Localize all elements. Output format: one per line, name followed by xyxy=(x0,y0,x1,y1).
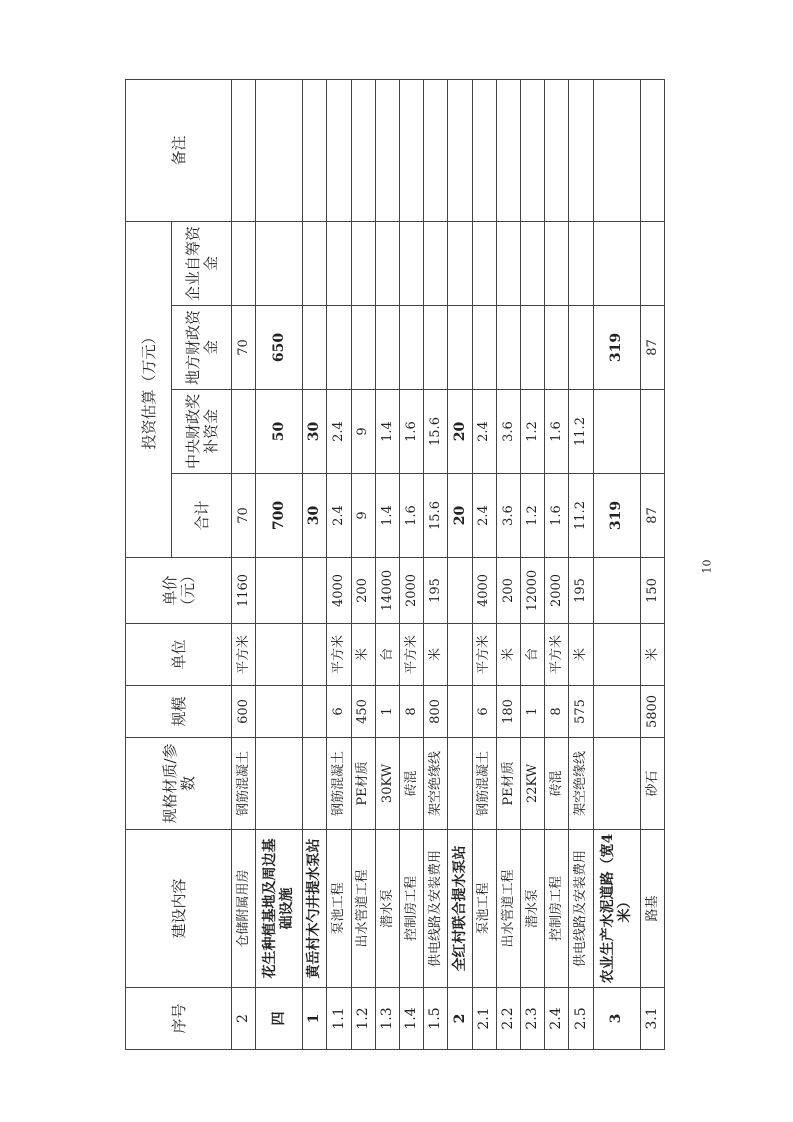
cell-content: 供电线路及安装费用 xyxy=(569,830,593,988)
cell-central xyxy=(593,390,640,474)
cell-scale: 800 xyxy=(424,686,448,738)
cell-unit: 平方米 xyxy=(232,624,256,686)
cell-local xyxy=(496,306,520,390)
cell-unit: 平方米 xyxy=(545,624,569,686)
cell-total: 9 xyxy=(351,474,375,558)
cell-content: 仓储附属用房 xyxy=(232,830,256,988)
cell-price: 150 xyxy=(640,558,664,624)
cell-local xyxy=(400,306,424,390)
table-row xyxy=(640,79,664,1049)
cell-content: 供电线路及安装费用 xyxy=(424,830,448,988)
cell-enterprise xyxy=(472,221,496,305)
cell-central: 30 xyxy=(303,390,327,474)
cell-scale: 600 xyxy=(232,686,256,738)
cell-total: 11.2 xyxy=(569,474,593,558)
cell-remark xyxy=(569,79,593,221)
table-row xyxy=(424,79,448,1049)
cell-seq: 2 xyxy=(232,988,256,1050)
cell-price xyxy=(256,558,303,624)
table-row xyxy=(303,79,327,1049)
cell-content: 泵池工程 xyxy=(327,830,351,988)
cell-total: 2.4 xyxy=(327,474,351,558)
cell-price xyxy=(303,558,327,624)
investment-estimate-table xyxy=(125,79,665,1050)
cell-spec: 22KW xyxy=(521,738,545,830)
cell-spec: PE材质 xyxy=(496,738,520,830)
cell-scale: 575 xyxy=(569,686,593,738)
cell-central: 11.2 xyxy=(569,390,593,474)
table-body xyxy=(232,79,665,1049)
cell-spec: 30KW xyxy=(375,738,399,830)
cell-unit: 平方米 xyxy=(472,624,496,686)
cell-price: 4000 xyxy=(327,558,351,624)
cell-spec xyxy=(303,738,327,830)
cell-unit: 米 xyxy=(424,624,448,686)
cell-enterprise xyxy=(327,221,351,305)
cell-enterprise xyxy=(448,221,472,305)
cell-remark xyxy=(448,79,472,221)
cell-seq: 1.5 xyxy=(424,988,448,1050)
cell-central: 3.6 xyxy=(496,390,520,474)
table-row xyxy=(400,79,424,1049)
table-row xyxy=(375,79,399,1049)
cell-enterprise xyxy=(593,221,640,305)
cell-enterprise xyxy=(496,221,520,305)
cell-total: 20 xyxy=(448,474,472,558)
table-row xyxy=(593,79,640,1049)
cell-spec: 架空绝缘线 xyxy=(424,738,448,830)
cell-unit: 平方米 xyxy=(400,624,424,686)
table-row xyxy=(232,79,256,1049)
cell-scale xyxy=(448,686,472,738)
cell-central: 20 xyxy=(448,390,472,474)
cell-content: 花生种植基地及周边基础设施 xyxy=(256,830,303,988)
cell-remark xyxy=(472,79,496,221)
cell-enterprise xyxy=(424,221,448,305)
cell-remark xyxy=(351,79,375,221)
cell-spec: PE材质 xyxy=(351,738,375,830)
cell-enterprise xyxy=(256,221,303,305)
cell-spec xyxy=(256,738,303,830)
cell-central: 1.6 xyxy=(400,390,424,474)
cell-price: 1160 xyxy=(232,558,256,624)
cell-content: 控制房工程 xyxy=(400,830,424,988)
cell-unit xyxy=(448,624,472,686)
cell-seq: 2 xyxy=(448,988,472,1050)
cell-spec: 钢筋混凝土 xyxy=(472,738,496,830)
cell-local: 87 xyxy=(640,306,664,390)
cell-remark xyxy=(593,79,640,221)
cell-scale xyxy=(256,686,303,738)
cell-content: 黄岳村木勺井提水泵站 xyxy=(303,830,327,988)
cell-local: 650 xyxy=(256,306,303,390)
cell-central: 2.4 xyxy=(327,390,351,474)
cell-content: 出水管道工程 xyxy=(351,830,375,988)
cell-local xyxy=(375,306,399,390)
cell-remark xyxy=(400,79,424,221)
cell-scale: 8 xyxy=(400,686,424,738)
cell-local: 319 xyxy=(593,306,640,390)
cell-local xyxy=(569,306,593,390)
cell-spec xyxy=(448,738,472,830)
cell-remark xyxy=(256,79,303,221)
cell-content: 潜水泵 xyxy=(375,830,399,988)
header-price: 单价（元） xyxy=(126,558,232,624)
cell-central: 1.2 xyxy=(521,390,545,474)
cell-central: 2.4 xyxy=(472,390,496,474)
cell-unit xyxy=(593,624,640,686)
cell-unit: 平方米 xyxy=(327,624,351,686)
cell-local xyxy=(545,306,569,390)
cell-enterprise xyxy=(521,221,545,305)
cell-total: 1.6 xyxy=(545,474,569,558)
cell-total: 1.4 xyxy=(375,474,399,558)
cell-price: 12000 xyxy=(521,558,545,624)
table-row xyxy=(351,79,375,1049)
header-content: 建设内容 xyxy=(126,830,232,988)
table-row xyxy=(569,79,593,1049)
cell-remark xyxy=(303,79,327,221)
cell-unit xyxy=(303,624,327,686)
cell-total: 87 xyxy=(640,474,664,558)
cell-price xyxy=(448,558,472,624)
cell-spec: 砖混 xyxy=(400,738,424,830)
cell-enterprise xyxy=(400,221,424,305)
cell-scale xyxy=(593,686,640,738)
cell-scale: 180 xyxy=(496,686,520,738)
cell-spec xyxy=(593,738,640,830)
header-seq: 序号 xyxy=(126,988,232,1050)
header-budget: 投资估算（万元） xyxy=(126,221,172,557)
cell-enterprise xyxy=(545,221,569,305)
cell-central: 15.6 xyxy=(424,390,448,474)
cell-enterprise xyxy=(375,221,399,305)
cell-scale: 1 xyxy=(521,686,545,738)
cell-remark xyxy=(327,79,351,221)
cell-local xyxy=(521,306,545,390)
cell-unit: 台 xyxy=(375,624,399,686)
cell-price: 200 xyxy=(351,558,375,624)
cell-price: 2000 xyxy=(545,558,569,624)
cell-price: 4000 xyxy=(472,558,496,624)
table-row xyxy=(256,79,303,1049)
cell-unit: 米 xyxy=(351,624,375,686)
cell-content: 路基 xyxy=(640,830,664,988)
cell-central xyxy=(640,390,664,474)
cell-total: 2.4 xyxy=(472,474,496,558)
cell-scale: 450 xyxy=(351,686,375,738)
cell-content: 出水管道工程 xyxy=(496,830,520,988)
cell-unit: 台 xyxy=(521,624,545,686)
header-spec: 规格材质/参数 xyxy=(126,738,232,830)
cell-content: 全红村联合提水泵站 xyxy=(448,830,472,988)
cell-total: 700 xyxy=(256,474,303,558)
cell-remark xyxy=(521,79,545,221)
cell-seq: 3 xyxy=(593,988,640,1050)
cell-seq: 1.3 xyxy=(375,988,399,1050)
cell-content: 控制房工程 xyxy=(545,830,569,988)
table-row xyxy=(545,79,569,1049)
cell-seq: 2.5 xyxy=(569,988,593,1050)
cell-seq: 1.4 xyxy=(400,988,424,1050)
cell-scale xyxy=(303,686,327,738)
cell-unit: 米 xyxy=(569,624,593,686)
cell-unit: 米 xyxy=(496,624,520,686)
cell-spec: 砖混 xyxy=(545,738,569,830)
table-row xyxy=(521,79,545,1049)
cell-unit: 米 xyxy=(640,624,664,686)
cell-unit xyxy=(256,624,303,686)
header-enterprise: 企业自筹资金 xyxy=(172,221,232,305)
cell-spec: 钢筋混凝土 xyxy=(327,738,351,830)
cell-local: 70 xyxy=(232,306,256,390)
cell-remark xyxy=(375,79,399,221)
header-remark: 备注 xyxy=(126,79,232,221)
cell-seq: 2.1 xyxy=(472,988,496,1050)
cell-price xyxy=(593,558,640,624)
cell-local xyxy=(351,306,375,390)
table-row xyxy=(496,79,520,1049)
cell-local xyxy=(327,306,351,390)
cell-local xyxy=(472,306,496,390)
cell-spec: 钢筋混凝土 xyxy=(232,738,256,830)
cell-central: 9 xyxy=(351,390,375,474)
cell-remark xyxy=(545,79,569,221)
cell-seq: 1 xyxy=(303,988,327,1050)
header-unit: 单位 xyxy=(126,624,232,686)
cell-local xyxy=(448,306,472,390)
cell-total: 1.6 xyxy=(400,474,424,558)
cell-seq: 2.3 xyxy=(521,988,545,1050)
cell-local xyxy=(303,306,327,390)
cell-scale: 8 xyxy=(545,686,569,738)
cell-remark xyxy=(640,79,664,221)
cell-total: 319 xyxy=(593,474,640,558)
cell-content: 农业生产水泥道路（宽4米） xyxy=(593,830,640,988)
cell-total: 15.6 xyxy=(424,474,448,558)
cell-content: 泵池工程 xyxy=(472,830,496,988)
cell-enterprise xyxy=(569,221,593,305)
page-number: 10 xyxy=(700,559,714,574)
header-central: 中央财政奖补资金 xyxy=(172,390,232,474)
cell-price: 2000 xyxy=(400,558,424,624)
cell-remark xyxy=(496,79,520,221)
cell-central: 50 xyxy=(256,390,303,474)
cell-scale: 1 xyxy=(375,686,399,738)
cell-central: 1.6 xyxy=(545,390,569,474)
cell-spec: 架空绝缘线 xyxy=(569,738,593,830)
cell-central: 1.4 xyxy=(375,390,399,474)
cell-local xyxy=(424,306,448,390)
cell-total: 70 xyxy=(232,474,256,558)
cell-enterprise xyxy=(232,221,256,305)
cell-price: 200 xyxy=(496,558,520,624)
cell-enterprise xyxy=(303,221,327,305)
cell-scale: 6 xyxy=(472,686,496,738)
header-total: 合计 xyxy=(172,474,232,558)
table-row xyxy=(448,79,472,1049)
cell-enterprise xyxy=(640,221,664,305)
cell-price: 195 xyxy=(424,558,448,624)
cell-seq: 1.1 xyxy=(327,988,351,1050)
cell-remark xyxy=(424,79,448,221)
cell-seq: 3.1 xyxy=(640,988,664,1050)
investment-table-sheet xyxy=(125,80,665,1050)
cell-seq: 2.2 xyxy=(496,988,520,1050)
cell-total: 1.2 xyxy=(521,474,545,558)
cell-spec: 砂石 xyxy=(640,738,664,830)
cell-total: 30 xyxy=(303,474,327,558)
header-scale: 规模 xyxy=(126,686,232,738)
table-row xyxy=(472,79,496,1049)
cell-seq: 1.2 xyxy=(351,988,375,1050)
cell-total: 3.6 xyxy=(496,474,520,558)
cell-central xyxy=(232,390,256,474)
cell-seq: 四 xyxy=(256,988,303,1050)
header-local: 地方财政资金 xyxy=(172,306,232,390)
cell-remark xyxy=(232,79,256,221)
cell-scale: 5800 xyxy=(640,686,664,738)
cell-price: 195 xyxy=(569,558,593,624)
table-row xyxy=(327,79,351,1049)
cell-scale: 6 xyxy=(327,686,351,738)
cell-enterprise xyxy=(351,221,375,305)
cell-seq: 2.4 xyxy=(545,988,569,1050)
cell-price: 14000 xyxy=(375,558,399,624)
cell-content: 潜水泵 xyxy=(521,830,545,988)
